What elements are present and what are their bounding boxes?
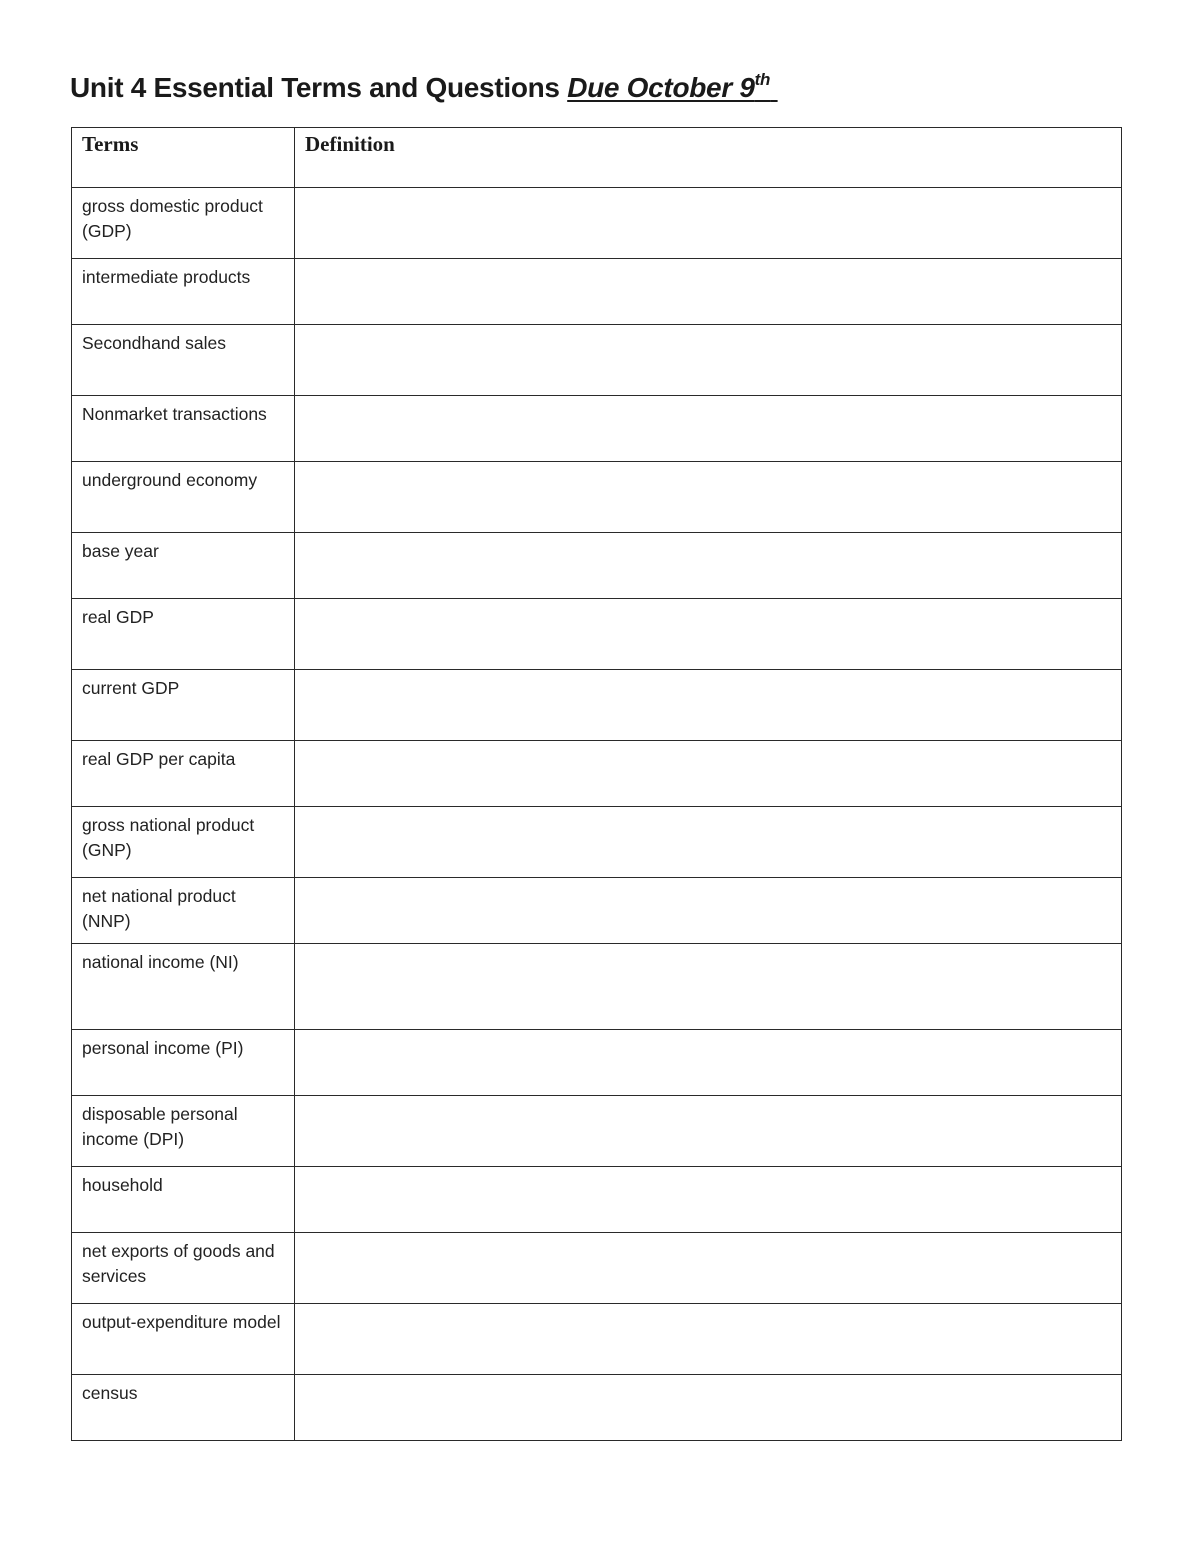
definition-cell[interactable] <box>295 670 1122 741</box>
term-cell: Nonmarket transactions <box>72 396 295 462</box>
term-cell: net national product (NNP) <box>72 878 295 944</box>
table-row <box>72 944 1122 1030</box>
term-cell: net exports of goods and services <box>72 1233 295 1304</box>
definition-cell[interactable] <box>295 533 1122 599</box>
definition-cell[interactable] <box>295 1304 1122 1375</box>
table-row <box>72 1233 1122 1304</box>
term-cell: personal income (PI) <box>72 1030 295 1096</box>
term-cell: Secondhand sales <box>72 325 295 396</box>
table-row <box>72 188 1122 259</box>
table-row <box>72 1030 1122 1096</box>
term-cell: current GDP <box>72 670 295 741</box>
definition-cell[interactable] <box>295 1030 1122 1096</box>
definition-cell[interactable] <box>295 741 1122 807</box>
term-cell: gross national product (GNP) <box>72 807 295 878</box>
table-row <box>72 462 1122 533</box>
term-cell: output-expenditure model <box>72 1304 295 1375</box>
table-row <box>72 1167 1122 1233</box>
term-cell: gross domestic product (GDP) <box>72 188 295 259</box>
definition-cell[interactable] <box>295 188 1122 259</box>
term-cell: national income (NI) <box>72 944 295 1030</box>
definition-cell[interactable] <box>295 396 1122 462</box>
table-row <box>72 741 1122 807</box>
due-date <box>567 72 777 103</box>
table-row <box>72 325 1122 396</box>
term-cell: real GDP per capita <box>72 741 295 807</box>
term-cell: underground economy <box>72 462 295 533</box>
due-date-suffix: th <box>754 70 771 89</box>
table-row <box>72 878 1122 944</box>
table-row <box>72 533 1122 599</box>
definition-cell[interactable] <box>295 1096 1122 1167</box>
definition-cell[interactable] <box>295 807 1122 878</box>
table-row <box>72 259 1122 325</box>
definition-cell[interactable] <box>295 1375 1122 1441</box>
term-cell: household <box>72 1167 295 1233</box>
table-row <box>72 1304 1122 1375</box>
term-cell: disposable personal income (DPI) <box>72 1096 295 1167</box>
definition-cell[interactable] <box>295 462 1122 533</box>
definition-cell[interactable] <box>295 878 1122 944</box>
page-title <box>70 72 778 104</box>
table-row <box>72 670 1122 741</box>
title-text: Unit 4 Essential Terms and Questions <box>70 72 568 103</box>
table-row <box>72 599 1122 670</box>
table-header-row <box>72 128 1122 188</box>
definition-cell[interactable] <box>295 944 1122 1030</box>
table-row <box>72 807 1122 878</box>
definition-cell[interactable] <box>295 1233 1122 1304</box>
terms-table <box>71 127 1122 1441</box>
definition-cell[interactable] <box>295 325 1122 396</box>
due-date-text: Due October 9 <box>567 72 755 103</box>
term-cell: intermediate products <box>72 259 295 325</box>
table-row <box>72 396 1122 462</box>
definition-cell[interactable] <box>295 599 1122 670</box>
term-cell: real GDP <box>72 599 295 670</box>
header-terms: Terms <box>72 128 295 188</box>
header-definition: Definition <box>295 128 1122 188</box>
term-cell: base year <box>72 533 295 599</box>
table-row <box>72 1096 1122 1167</box>
definition-cell[interactable] <box>295 259 1122 325</box>
table-row <box>72 1375 1122 1441</box>
definition-cell[interactable] <box>295 1167 1122 1233</box>
term-cell: census <box>72 1375 295 1441</box>
